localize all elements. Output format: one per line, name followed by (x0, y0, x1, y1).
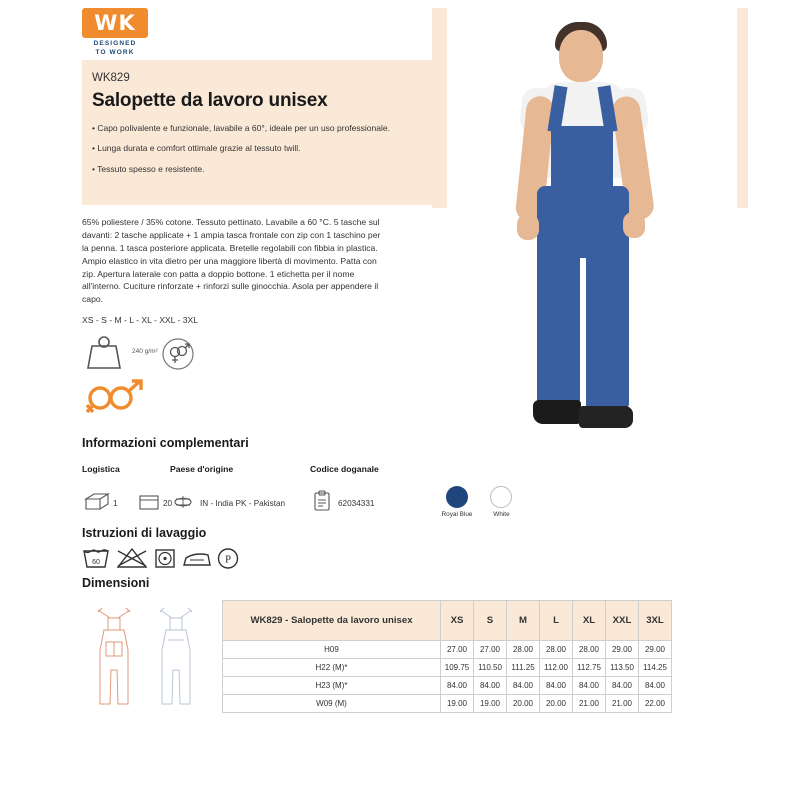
available-sizes: XS - S - M - L - XL - XXL - 3XL (82, 315, 199, 325)
unisex-symbol-large (84, 378, 148, 414)
cell: 84.00 (507, 677, 540, 695)
codice-doganale-value: 62034331 (338, 499, 375, 508)
cell: 84.00 (540, 677, 573, 695)
brand-logo (82, 8, 150, 60)
feature-bullet: • Tessuto spesso e resistente. (92, 163, 205, 174)
fabric-weight-label: 240 g/m² (132, 348, 158, 355)
cell: 19.00 (474, 695, 507, 713)
section-title-dimensions: Dimensioni (82, 576, 150, 590)
color-swatch-royal-blue[interactable] (437, 486, 477, 519)
product-photo-model (447, 8, 737, 538)
tumble-dry-icon (156, 550, 174, 567)
logo-tagline-line2: TO WORK (95, 49, 135, 56)
wash-60-icon (84, 550, 108, 567)
model-hand-left (517, 214, 539, 240)
row-label: W09 (M) (223, 695, 441, 713)
table-row (223, 659, 672, 677)
product-sku: WK829 (92, 72, 130, 84)
cell: 28.00 (573, 641, 606, 659)
unisex-circle-icon (160, 336, 196, 372)
logistica-unit-value: 1 (113, 499, 118, 508)
table-title-cell: WK829 - Salopette da lavoro unisex (223, 601, 441, 641)
model-shoe-left (533, 400, 581, 424)
cell: 27.00 (474, 641, 507, 659)
washing-icon-row (82, 543, 282, 569)
svg-text:P: P (224, 553, 232, 566)
row-label: H22 (M)* (223, 659, 441, 677)
cell: 113.50 (606, 659, 639, 677)
col-3xl: 3XL (639, 601, 672, 641)
technical-drawing (84, 600, 214, 720)
cell: 27.00 (441, 641, 474, 659)
cell: 84.00 (474, 677, 507, 695)
section-title-info: Informazioni complementari (82, 436, 249, 450)
section-title-washing: Istruzioni di lavaggio (82, 526, 207, 540)
model-shoe-right (579, 406, 633, 428)
col-m: M (507, 601, 540, 641)
svg-text:60: 60 (92, 559, 100, 566)
swatch-dot-white[interactable] (490, 486, 512, 508)
color-swatch-white[interactable] (481, 486, 521, 519)
cell: 111.25 (507, 659, 540, 677)
table-row (223, 695, 672, 713)
cell: 29.00 (639, 641, 672, 659)
cell: 110.50 (474, 659, 507, 677)
cell: 84.00 (573, 677, 606, 695)
row-label: H09 (223, 641, 441, 659)
cell: 112.00 (540, 659, 573, 677)
table-header-row (223, 601, 672, 641)
label-paese-origine: Paese d'origine (170, 464, 234, 474)
clipboard-icon (312, 490, 332, 512)
cell: 20.00 (507, 695, 540, 713)
cell: 112.75 (573, 659, 606, 677)
table-row (223, 677, 672, 695)
cell: 114.25 (639, 659, 672, 677)
professional-clean-p-icon (219, 549, 238, 568)
box-icon (84, 492, 110, 512)
cell: 19.00 (441, 695, 474, 713)
logo-mark: WK (82, 8, 148, 38)
paese-origine-value: IN - India PK - Pakistan (200, 499, 286, 508)
product-description: 65% poliestere / 35% cotone. Tessuto pettinato. Lavabile a 60 °C. 5 tasche sul davanti: 2 tasche applicate + 1 ampia tasca frontale con zip con 1 taschino per la penna. 1 tasca posteriore applicata. Bretelle regolabili con fibbia in plastica. Ampio elastico in vita dietro per una maggiore libertà di movimento. Patta con zip. Apertura laterale con patta a doppio bottone. 1 etichetta per il nome all'interno. Cuciture rinforzate + rinforzi sulle ginocchia. Asola per appendere il capo. (82, 217, 381, 305)
col-xxl: XXL (606, 601, 639, 641)
swatch-label: White (493, 511, 510, 518)
logistica-qty-value: 20 (163, 499, 173, 508)
cell: 28.00 (507, 641, 540, 659)
feature-bullet: • Capo polivalente e funzionale, lavabile a 60°, ideale per un uso professionale. (92, 123, 390, 133)
col-xs: XS (441, 601, 474, 641)
cell: 22.00 (639, 695, 672, 713)
swatch-dot-royal-blue[interactable] (446, 486, 468, 508)
page-title: Salopette da lavoro unisex (92, 90, 328, 111)
logo-tagline-line1: DESIGNED (93, 40, 137, 47)
swatch-label: Royal Blue (441, 511, 473, 518)
dimensions-table (222, 600, 672, 713)
iron-icon (184, 554, 210, 565)
cell: 84.00 (441, 677, 474, 695)
feature-bullet: • Lunga durata e comfort ottimale grazie al tessuto twill. (92, 143, 301, 154)
pictogram-row (84, 334, 284, 374)
cell: 28.00 (540, 641, 573, 659)
cell: 84.00 (606, 677, 639, 695)
col-l: L (540, 601, 573, 641)
cell: 84.00 (639, 677, 672, 695)
cell: 29.00 (606, 641, 639, 659)
row-label: H23 (M)* (223, 677, 441, 695)
label-codice-doganale: Codice doganale (310, 464, 379, 474)
col-s: S (474, 601, 507, 641)
product-header-panel (82, 60, 472, 205)
model-hand-right (623, 212, 645, 238)
cell: 21.00 (606, 695, 639, 713)
origin-globe-icon (172, 492, 194, 512)
cell: 109.75 (441, 659, 474, 677)
label-logistica: Logistica (82, 464, 120, 474)
carton-icon (138, 492, 160, 512)
overall-leg-gap (580, 258, 586, 408)
color-swatch-list (437, 486, 557, 519)
col-xl: XL (573, 601, 606, 641)
table-row (223, 641, 672, 659)
fabric-weight-icon (84, 334, 124, 370)
cell: 21.00 (573, 695, 606, 713)
cell: 20.00 (540, 695, 573, 713)
no-bleach-icon (118, 549, 146, 567)
